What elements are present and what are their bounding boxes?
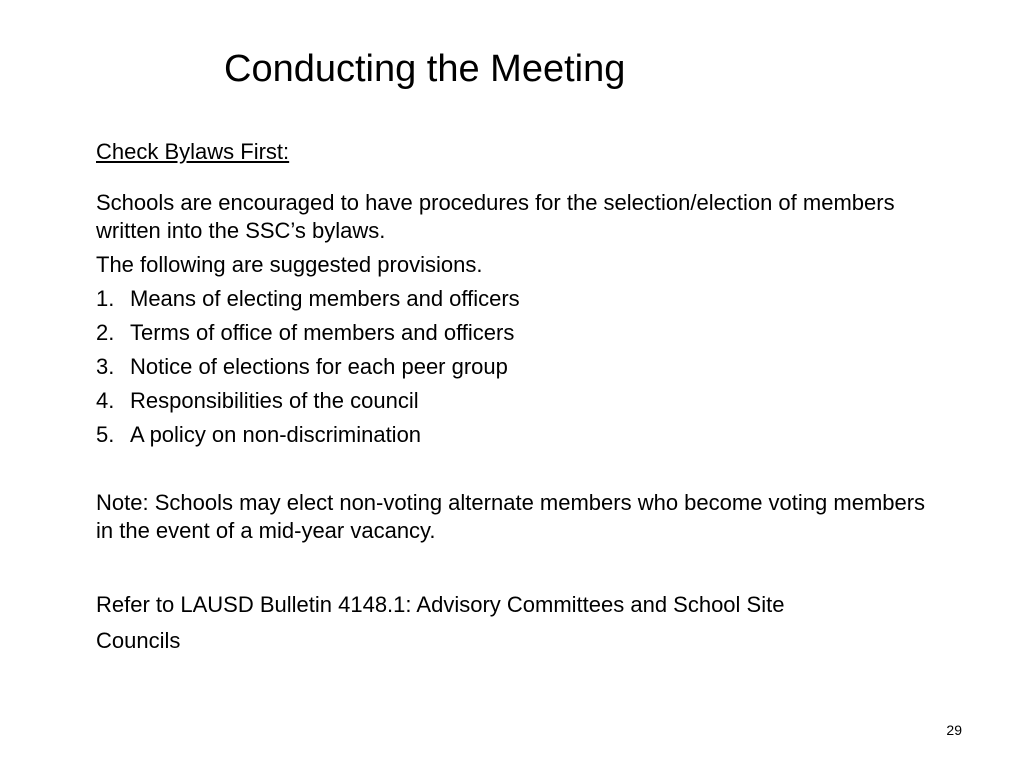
list-item-number: 2. <box>96 320 115 345</box>
list-item <box>96 319 946 347</box>
reference-line: Councils <box>96 628 181 653</box>
subheading: Check Bylaws First: <box>96 139 290 164</box>
list-item-number: 4. <box>96 388 115 413</box>
list-item-number: 5. <box>96 422 115 447</box>
list-item-text: Terms of office of members and officers <box>130 320 515 345</box>
list-item <box>96 421 946 449</box>
intro-paragraph: Schools are encouraged to have procedures for the selection/election of members written into the SSC’s bylaws. <box>96 190 895 243</box>
reference-line: Refer to LAUSD Bulletin 4148.1: Advisory Committees and School Site <box>96 592 785 617</box>
list-item-text: Responsibilities of the council <box>130 388 419 413</box>
slide-body <box>96 138 946 659</box>
lead-paragraph: The following are suggested provisions. <box>96 252 483 277</box>
list-item-number: 3. <box>96 354 115 379</box>
provisions-list <box>96 285 946 449</box>
list-item-text: A policy on non-discrimination <box>130 422 422 447</box>
list-item <box>96 387 946 415</box>
page-number: 29 <box>946 722 962 738</box>
list-item-number: 1. <box>96 286 115 311</box>
slide-title: Conducting the Meeting <box>224 48 626 90</box>
list-item-text: Means of electing members and officers <box>130 286 520 311</box>
list-item <box>96 353 946 381</box>
spacer <box>96 545 946 587</box>
spacer <box>96 455 946 489</box>
list-item-text: Notice of elections for each peer group <box>130 354 508 379</box>
list-item <box>96 285 946 313</box>
note-paragraph: Note: Schools may elect non-voting alternate members who become voting members in the event of a mid-year vacancy. <box>96 490 926 543</box>
